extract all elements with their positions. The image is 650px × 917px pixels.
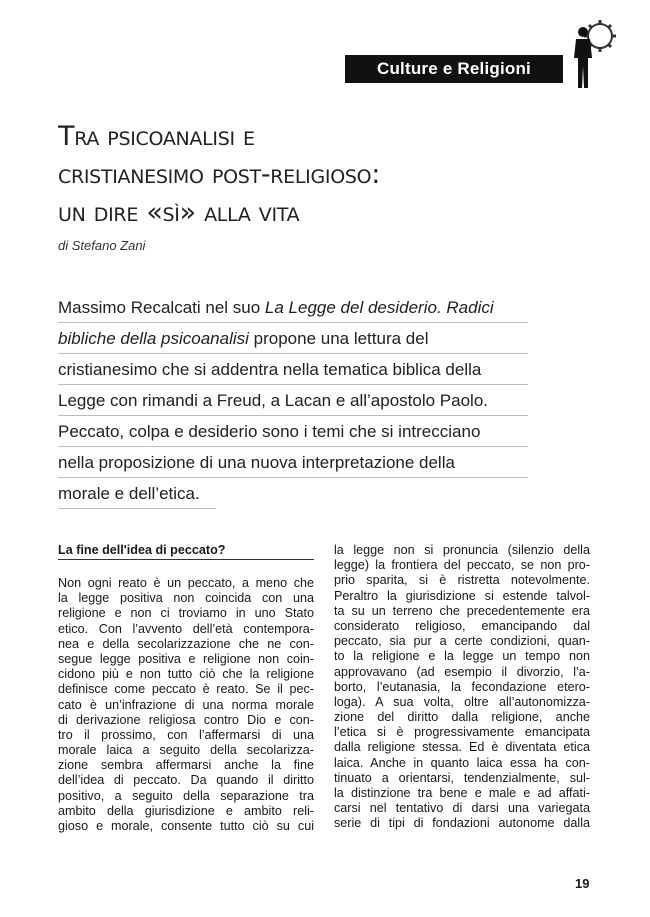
section-heading: La fine dell'idea di peccato? <box>58 541 314 560</box>
body-line: tinuato a orientarsi, tendenzialmente, sul- <box>334 770 590 785</box>
lead-paragraph <box>58 292 528 509</box>
body-line: loga). A sua volta, oltre all’autonomizza- <box>334 694 590 709</box>
body-line: carsi nel tentativo di darsi una variegata <box>334 801 590 816</box>
body-line: zione sembra affermarsi anche la fine <box>58 758 314 773</box>
body-line: ta su un terreno che precedentemente era <box>334 603 590 618</box>
body-line: cato è un’infrazione di una norma morale <box>58 697 314 712</box>
body-line: nea e della secolarizzazione che ne con- <box>58 636 314 651</box>
lead-line: Legge con rimandi a Freud, a Lacan e all’apostolo Paolo. <box>58 385 528 416</box>
lead-line: nella proposizione di una nuova interpretazione della <box>58 447 528 478</box>
body-line: Non ogni reato è un peccato, a meno che <box>58 576 314 590</box>
book-title-part: La Legge del desiderio. Radici <box>264 298 494 317</box>
section-rubric: Culture e Religioni <box>345 55 563 83</box>
body-column-right <box>334 543 590 832</box>
lead-line: cristianesimo che si addentra nella tematica biblica della <box>58 354 528 385</box>
body-line: to la religione e la legge un tempo non <box>334 649 590 664</box>
body-line: religione e non ci troviamo in uno Stato <box>58 606 314 621</box>
body-line: dell’idea di peccato. Da quando il diritto <box>58 773 314 788</box>
body-line: l’etica si è progressivamente emancipata <box>334 725 590 740</box>
body-line: cidono più e non tutto ciò che la religione <box>58 667 314 682</box>
body-line: di derivazione religiosa contro Dio e con- <box>58 712 314 727</box>
lead-line <box>58 323 528 354</box>
title-line-1: Tra psicoanalisi e <box>58 121 255 152</box>
article-title <box>58 118 598 232</box>
body-line: approvavano (ad esempio il divorzio, l’a- <box>334 664 590 679</box>
body-line: etico. Con l’avvento dell’età contempora- <box>58 621 314 636</box>
body-line: la legge non si pronuncia (silenzio della <box>334 543 590 557</box>
body-line: considerato religioso, emancipando dal <box>334 618 590 633</box>
lead-line: Peccato, colpa e desiderio sono i temi che si intrecciano <box>58 416 528 447</box>
body-line: la legge positiva non coincida con una <box>58 591 314 606</box>
body-line: laica. Anche in quanto laica essa ha con- <box>334 755 590 770</box>
title-line-2: cristianesimo post-religioso: <box>58 159 381 190</box>
body-line: zione del diritto dalla religione, anche <box>334 710 590 725</box>
body-line: dalla religione stessa. Ed è diventata etica <box>334 740 590 755</box>
byline: di Stefano Zani <box>58 238 146 253</box>
body-line: segue legge positiva e religione non coin- <box>58 651 314 666</box>
lead-line <box>58 292 528 323</box>
left-column-text <box>58 576 314 834</box>
page-number: 19 <box>575 876 590 891</box>
title-line-3: un dire «sì» alla vita <box>58 197 300 228</box>
lead-text: propone una lettura del <box>248 329 429 348</box>
body-line: legge) la frontiera del peccato, se non pro- <box>334 558 590 573</box>
body-line: morale laica a seguito della secolarizza- <box>58 743 314 758</box>
body-line: prio sparita, si è ristretta notevolmente. <box>334 573 590 588</box>
lead-line: morale e dell’etica. <box>58 478 216 509</box>
body-line: definisce come peccato è reato. Se il pec- <box>58 682 314 697</box>
body-line: tro il prossimo, con l’affermarsi di una <box>58 727 314 742</box>
body-line: Peraltro la giurisdizione si estende talvol- <box>334 588 590 603</box>
figure-with-gear-icon <box>566 18 616 92</box>
body-line: peccato, sia pur a certe condizioni, quan- <box>334 634 590 649</box>
body-line: la distinzione tra bene e male e ad affati- <box>334 786 590 800</box>
body-line: gioso e morale, consente tutto ciò su cui <box>58 819 314 833</box>
lead-text: Massimo Recalcati nel suo <box>58 298 265 317</box>
body-line: serie di tipi di fondazioni autonome dalla <box>334 816 590 831</box>
book-title-part: bibliche della psicoanalisi <box>58 329 249 348</box>
right-column-text <box>334 543 590 832</box>
body-line: positivo, a seguito della separazione tra <box>58 788 314 803</box>
body-column-left <box>58 541 314 834</box>
body-line: ambito della giurisdizione e ambito reli- <box>58 803 314 818</box>
body-line: borto, l’eutanasia, la fecondazione etero- <box>334 679 590 694</box>
